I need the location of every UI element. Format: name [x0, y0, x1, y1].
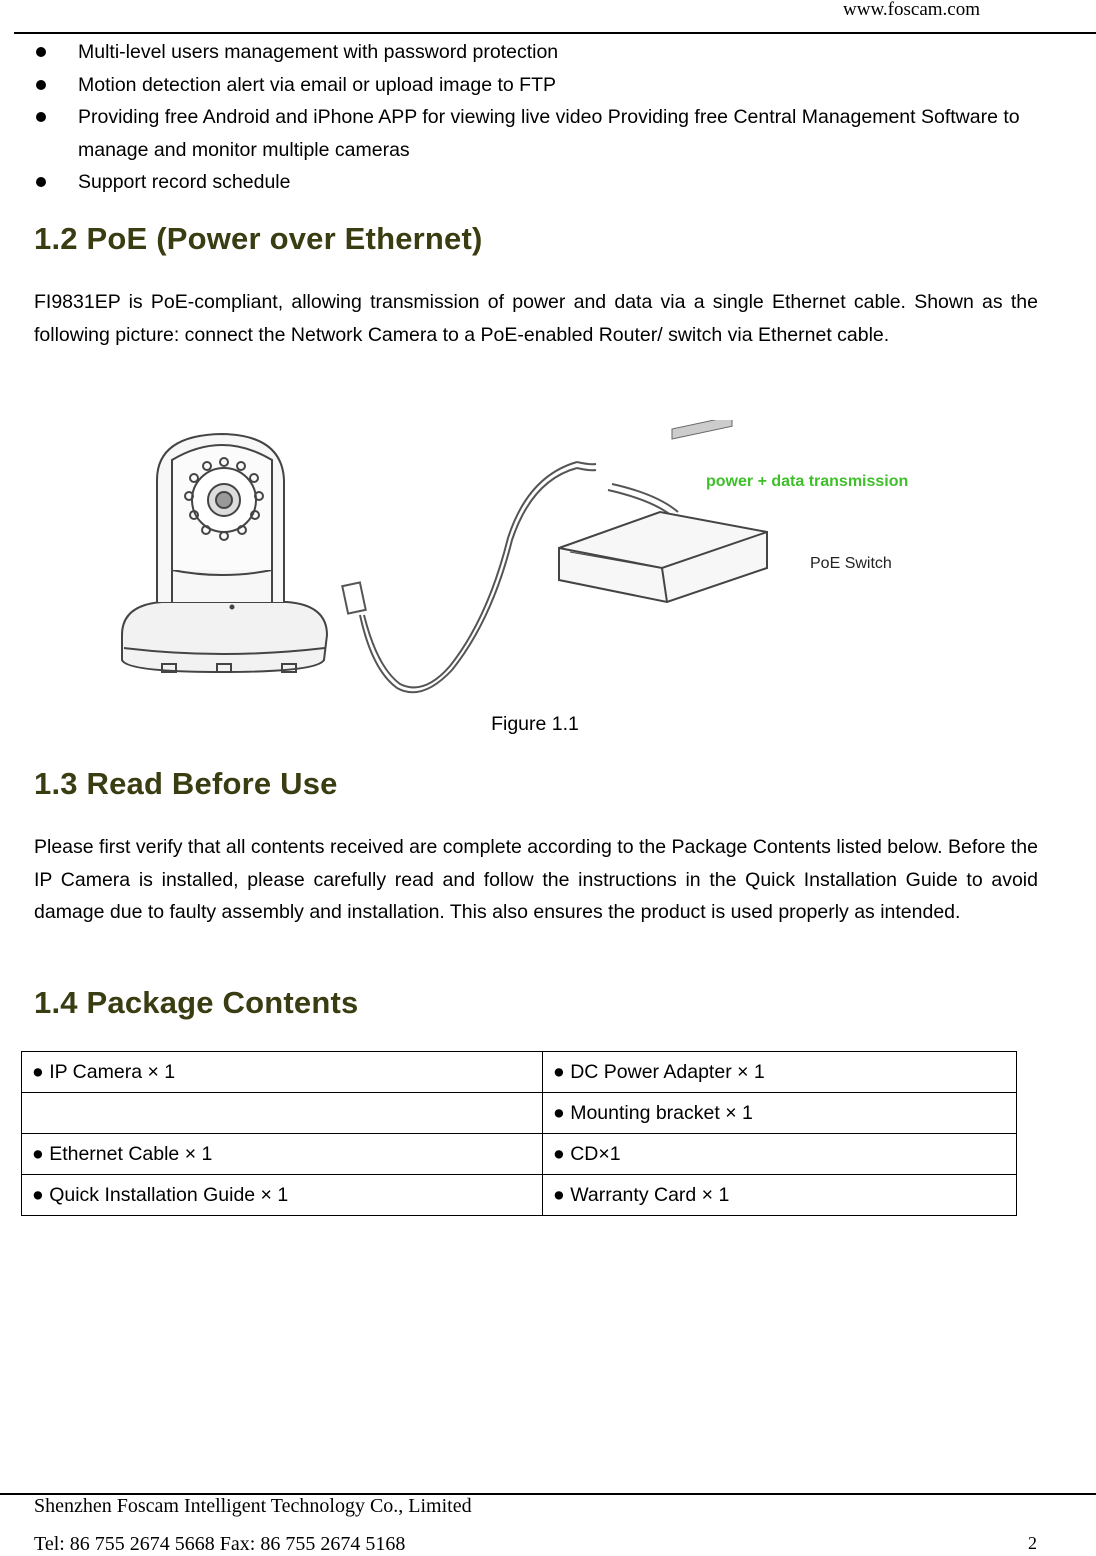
header-rule: [14, 32, 1096, 34]
table-cell: ● Ethernet Cable × 1: [22, 1134, 543, 1175]
heading-package-contents: 1.4 Package Contents: [34, 985, 359, 1020]
poe-figure: [112, 420, 960, 702]
list-item: Motion detection alert via email or upload image to FTP: [36, 69, 1046, 102]
page-number: 2: [1028, 1533, 1037, 1553]
table-row: [22, 1134, 1017, 1175]
bullet-icon: [36, 112, 46, 122]
table-cell: ● DC Power Adapter × 1: [543, 1052, 1017, 1093]
header-url: www.foscam.com: [843, 0, 981, 20]
feature-list: [36, 36, 1046, 199]
poe-switch-illustration: [559, 420, 767, 602]
footer-company: Shenzhen Foscam Intelligent Technology Co., Limited: [34, 1495, 472, 1517]
table-row: [22, 1052, 1017, 1093]
table-cell: ● CD×1: [543, 1134, 1017, 1175]
bullet-icon: [36, 47, 46, 57]
table-cell: ● IP Camera × 1: [22, 1052, 543, 1093]
table-cell: [22, 1093, 543, 1134]
poe-paragraph: FI9831EP is PoE-compliant, allowing transmission of power and data via a single Ethernet cable. Shown as the following picture: connect the Network Camera to a PoE-enabled Router/ switch via Ethernet cable.: [34, 291, 1038, 346]
list-item: Support record schedule: [36, 166, 1046, 199]
table-cell: ● Warranty Card × 1: [543, 1175, 1017, 1216]
heading-read-before-use: 1.3 Read Before Use: [34, 766, 338, 801]
footer-contact: Tel: 86 755 2674 5668 Fax: 86 755 2674 5168: [34, 1533, 406, 1555]
bullet-icon: [36, 80, 46, 90]
camera-illustration: [122, 434, 327, 672]
table-row: [22, 1093, 1017, 1134]
list-item: Providing free Android and iPhone APP for viewing live video Providing free Central Management Software to manage and monitor multiple cameras: [36, 101, 1046, 166]
package-contents-table: [21, 1051, 1017, 1216]
list-item: Multi-level users management with password protection: [36, 36, 1046, 69]
figure-label-switch: PoE Switch: [810, 555, 892, 572]
bullet-icon: [36, 177, 46, 187]
read-before-use-paragraph: Please first verify that all contents received are complete according to the Package Contents listed below. Before the IP Camera is installed, please carefully read and follow the instructions in the Quick Installation Guide to avoid damage due to faulty assembly and installation. This also ensures the product is used properly as intended.: [34, 836, 1038, 923]
table-row: [22, 1175, 1017, 1216]
heading-poe: 1.2 PoE (Power over Ethernet): [34, 221, 483, 256]
table-cell: ● Mounting bracket × 1: [543, 1093, 1017, 1134]
figure-label-transmission: power + data transmission: [706, 473, 909, 490]
figure-caption: Figure 1.1: [491, 713, 579, 735]
table-cell: ● Quick Installation Guide × 1: [22, 1175, 543, 1216]
